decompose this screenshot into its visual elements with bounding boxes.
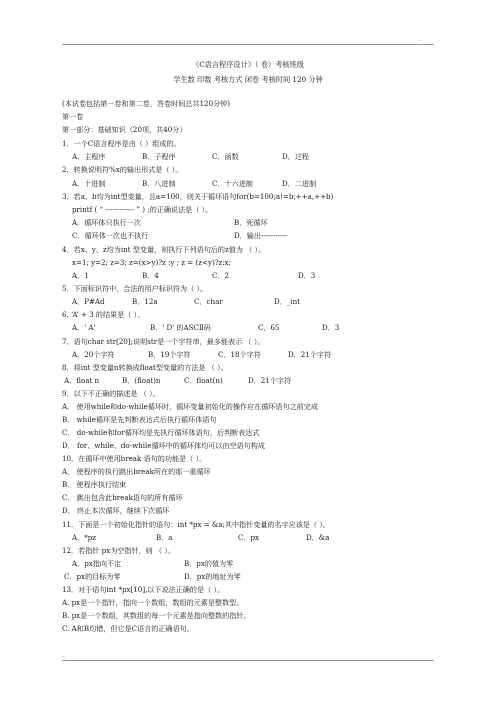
option: D．过程 [282, 152, 309, 161]
option: A．主程序 [72, 152, 106, 161]
question-9-option-c: C． do-while和for循环均是先执行循环体语句，后判断表达式 [62, 428, 260, 437]
option: B．子程序 [142, 152, 176, 161]
option: D．&a [306, 533, 330, 542]
question-10-option-d: D． 终止本次循环，继续下次循环 [62, 506, 170, 515]
section-heading: 第一部分：基础知识（20项，共40分） [62, 125, 187, 134]
exam-title: 《C语言程序设计》（ 卷）考核班级 [192, 60, 304, 69]
option: D．21个字符 [248, 376, 292, 385]
option: C．px的目标为零 [64, 572, 121, 581]
exam-note: (本试卷包括第一卷和第二卷，答卷时间总共120分钟) [62, 99, 231, 108]
question-13-option-a: A. px是一个指针，指向一个数组，数组的元素是整数型。 [62, 598, 244, 607]
question-8-options [64, 376, 291, 385]
question-12-options-row2 [64, 572, 241, 581]
option: B．(float)n [122, 376, 161, 385]
question-13-option-b: B. px是一个数组，其数组的每一个元素是指向整数的指针。 [62, 611, 251, 620]
option: D．3 [298, 271, 316, 280]
option: B．12a [132, 297, 158, 306]
option: C．px [238, 533, 260, 542]
question-4-code: x=1; y=2; z=3; z=(x>y)?z :y ; z = (z<y)?z:x; [72, 258, 232, 267]
option: D．21个字符 [288, 350, 332, 359]
option: B．死循环 [234, 218, 268, 227]
question-1-options [72, 152, 309, 161]
option: B．px的值为零 [184, 559, 234, 568]
question-9-option-a: A． 使用while和do-while循环时，循环变量初始化的操作应在循环语句之前完成 [62, 402, 318, 411]
option: C．18个字符 [218, 350, 261, 359]
option: C．函数 [212, 152, 239, 161]
option: C．2 [212, 271, 230, 280]
option: A．float n [64, 376, 100, 385]
footer-corner-mark: -. [62, 654, 66, 660]
option: B．八进制 [142, 179, 176, 188]
question-11: 11．下面是一个初始化指针的语句：int *px = &a;其中指针变量的名字应该是（ ）。 [62, 520, 330, 529]
question-3-options-row1 [72, 218, 268, 227]
question-1: 1．一个C语言程序是由（ ）组成的。 [62, 139, 181, 148]
question-4: 4．若x、y、z均为int 型变量，则执行下列语句后的z值为 （ ）。 [62, 245, 266, 254]
question-5-options [72, 297, 300, 306]
question-2-options [72, 179, 316, 188]
option: C．十六进制 [212, 179, 253, 188]
question-3-options-row2 [72, 231, 287, 240]
header-rule [62, 44, 434, 45]
question-11-options [72, 533, 329, 542]
option: C．循环体一次也不执行 [72, 231, 149, 240]
question-12: 12．若指针 px为空指针，则 （ ）。 [62, 546, 176, 555]
option: B．4 [142, 271, 159, 280]
question-7: 7．语句char str[20];说明str是一个字符串，最多能表示 （ ）。 [62, 337, 265, 346]
question-9-option-d: D． for、while、do-while循环中的循环体均可以由空语句构成 [62, 441, 265, 450]
header-corner-mark: .. [418, 37, 422, 43]
option: D．px的地址为零 [184, 572, 241, 581]
question-9-option-b: B． while循环是先判断表达式后执行循环体语句 [62, 415, 217, 424]
option: A．1 [72, 271, 89, 280]
question-10-option-b: B． 使程序执行结束 [62, 480, 127, 489]
question-6: 6. ‘A’ + 3 的结果是（ ）。 [62, 310, 145, 319]
exam-meta: 学生数 印数 考核方式 闭卷 考核时间 120 分钟 [173, 75, 323, 84]
option: A．' A' [72, 323, 96, 332]
option: D．3 [322, 323, 340, 332]
option: B．a [156, 533, 173, 542]
question-3: 3．若a、b均为int型变量，且a=100，则关于循环语句for(b=100;a!=b;++a,++b) [62, 192, 334, 201]
question-13-option-c: C. A和B均错，但它是C语言的正确语句。 [62, 624, 194, 633]
option: D．二进制 [282, 179, 317, 188]
question-10-option-a: A． 使程序的执行跳出break所在的那一重循环 [62, 467, 211, 476]
option: A．十进制 [72, 179, 106, 188]
option: B．' D' 的ASCⅡ码 [150, 323, 211, 332]
question-9: 9．以下不正确的描述是 （ ）。 [62, 389, 160, 398]
option: D．_int [274, 297, 301, 306]
option: C．65 [258, 323, 280, 332]
question-13: 13．对于语句int *px[10],以下说法正确的是（ ）。 [62, 585, 225, 594]
question-10: 10．在循环中使用break 语句的功能是（ ）。 [62, 454, 207, 463]
question-6-options [72, 323, 339, 332]
option: C．float(n) [184, 376, 223, 385]
option: A．*pz [72, 533, 97, 542]
question-8: 8．将int 型变量n转换成float型变量的方法是 （ ）。 [62, 363, 228, 372]
question-10-option-c: C． 跳出包含此break语句的所有循环 [62, 493, 183, 502]
question-3-printf: printf ( “ ------------ ” ) ;的正确说法是（ ）。 [72, 205, 213, 214]
question-7-options [72, 350, 331, 359]
option: D．输出----------- [234, 231, 288, 240]
option: C．char [194, 297, 223, 306]
question-4-options [72, 271, 315, 280]
volume-heading: 第一卷 [62, 112, 84, 121]
option: A．px指向不定 [72, 559, 122, 568]
question-2: 2．转换说明符%x的输出形式是（ ）。 [62, 165, 183, 174]
question-12-options-row1 [72, 559, 233, 568]
footer-rule [62, 660, 434, 661]
option: B．19个字符 [148, 350, 191, 359]
option: A．循环体只执行一次 [72, 218, 141, 227]
question-5: 5．下面标识符中，合法的用户标识符为（ ）。 [62, 284, 208, 293]
option: A．20个字符 [72, 350, 115, 359]
option: A．P#Ad [72, 297, 105, 306]
